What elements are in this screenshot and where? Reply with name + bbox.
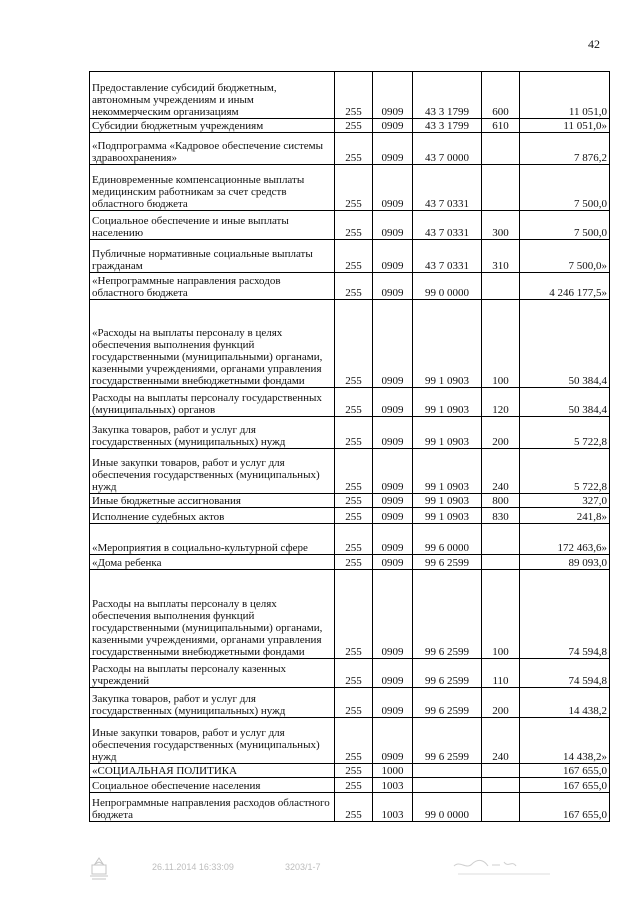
table-row xyxy=(90,688,610,718)
row-ved-code: 255 xyxy=(335,449,373,494)
row-name: Публичные нормативные социальные выплаты гражданам xyxy=(90,240,335,273)
row-section-code: 1003 xyxy=(373,778,413,793)
row-amount: 11 051,0 xyxy=(520,72,610,119)
row-expense-type: 600 xyxy=(482,72,520,119)
row-target-article: 99 0 0000 xyxy=(413,273,482,300)
budget-table-body xyxy=(90,72,610,822)
row-expense-type xyxy=(482,764,520,778)
row-name: «Мероприятия в социально-культурной сфере xyxy=(90,524,335,555)
row-section-code: 0909 xyxy=(373,449,413,494)
row-ved-code: 255 xyxy=(335,764,373,778)
table-row xyxy=(90,388,610,417)
row-target-article xyxy=(413,764,482,778)
row-name: «СОЦИАЛЬНАЯ ПОЛИТИКА xyxy=(90,764,335,778)
row-target-article: 99 6 0000 xyxy=(413,524,482,555)
row-section-code: 0909 xyxy=(373,72,413,119)
footer-timestamp: 26.11.2014 16:33:09 xyxy=(152,862,234,872)
row-target-article: 99 1 0903 xyxy=(413,508,482,524)
footer-document-code: 3203/1-7 xyxy=(285,862,321,872)
row-expense-type: 200 xyxy=(482,688,520,718)
row-expense-type: 610 xyxy=(482,119,520,133)
row-ved-code: 255 xyxy=(335,119,373,133)
row-ved-code: 255 xyxy=(335,273,373,300)
row-expense-type xyxy=(482,133,520,165)
row-name: Иные закупки товаров, работ и услуг для обеспечения государственных (муниципальных) нужд xyxy=(90,718,335,764)
row-target-article: 99 0 0000 xyxy=(413,793,482,822)
row-amount: 5 722,8 xyxy=(520,417,610,449)
row-amount: 4 246 177,5» xyxy=(520,273,610,300)
row-ved-code: 255 xyxy=(335,793,373,822)
row-section-code: 0909 xyxy=(373,494,413,508)
row-name: Закупка товаров, работ и услуг для государственных (муниципальных) нужд xyxy=(90,417,335,449)
row-expense-type xyxy=(482,793,520,822)
row-expense-type xyxy=(482,273,520,300)
row-amount: 167 655,0 xyxy=(520,764,610,778)
row-name: Исполнение судебных актов xyxy=(90,508,335,524)
row-ved-code: 255 xyxy=(335,300,373,388)
row-name: Непрограммные направления расходов областного бюджета xyxy=(90,793,335,822)
row-section-code: 0909 xyxy=(373,718,413,764)
row-name: «Дома ребенка xyxy=(90,555,335,570)
row-target-article: 43 7 0000 xyxy=(413,133,482,165)
table-row xyxy=(90,659,610,688)
row-section-code: 0909 xyxy=(373,688,413,718)
row-amount: 172 463,6» xyxy=(520,524,610,555)
row-section-code: 0909 xyxy=(373,273,413,300)
row-expense-type: 240 xyxy=(482,718,520,764)
row-name: Единовременные компенсационные выплаты медицинским работникам за счет средств областного бюджета xyxy=(90,165,335,211)
row-target-article: 99 1 0903 xyxy=(413,494,482,508)
row-expense-type: 100 xyxy=(482,570,520,659)
table-row xyxy=(90,300,610,388)
row-name: Закупка товаров, работ и услуг для государственных (муниципальных) нужд xyxy=(90,688,335,718)
row-amount: 7 500,0» xyxy=(520,240,610,273)
row-amount: 14 438,2 xyxy=(520,688,610,718)
row-amount: 7 876,2 xyxy=(520,133,610,165)
row-section-code: 0909 xyxy=(373,165,413,211)
row-section-code: 1003 xyxy=(373,793,413,822)
row-target-article: 43 7 0331 xyxy=(413,211,482,240)
row-name: Социальное обеспечение населения xyxy=(90,778,335,793)
row-amount: 241,8» xyxy=(520,508,610,524)
page-footer xyxy=(0,856,640,886)
row-section-code: 0909 xyxy=(373,119,413,133)
table-row xyxy=(90,449,610,494)
row-section-code: 0909 xyxy=(373,555,413,570)
row-section-code: 0909 xyxy=(373,133,413,165)
row-target-article: 99 6 2599 xyxy=(413,688,482,718)
table-row xyxy=(90,778,610,793)
page-number: 42 xyxy=(588,37,600,51)
signature-mark-icon xyxy=(450,856,560,880)
table-row xyxy=(90,524,610,555)
row-target-article: 99 1 0903 xyxy=(413,449,482,494)
row-name: Субсидии бюджетным учреждениям xyxy=(90,119,335,133)
row-ved-code: 255 xyxy=(335,133,373,165)
row-amount: 89 093,0 xyxy=(520,555,610,570)
row-section-code: 0909 xyxy=(373,659,413,688)
row-expense-type xyxy=(482,524,520,555)
row-section-code: 0909 xyxy=(373,417,413,449)
table-row xyxy=(90,764,610,778)
row-ved-code: 255 xyxy=(335,524,373,555)
row-expense-type xyxy=(482,555,520,570)
budget-table xyxy=(89,71,610,822)
row-ved-code: 255 xyxy=(335,555,373,570)
row-expense-type: 100 xyxy=(482,300,520,388)
row-name: Иные бюджетные ассигнования xyxy=(90,494,335,508)
table-row xyxy=(90,133,610,165)
row-target-article: 43 3 1799 xyxy=(413,119,482,133)
row-section-code: 0909 xyxy=(373,570,413,659)
row-section-code: 0909 xyxy=(373,524,413,555)
row-target-article: 99 6 2599 xyxy=(413,570,482,659)
row-ved-code: 255 xyxy=(335,388,373,417)
row-ved-code: 255 xyxy=(335,240,373,273)
row-ved-code: 255 xyxy=(335,778,373,793)
row-name: Расходы на выплаты персоналу казенных учреждений xyxy=(90,659,335,688)
row-expense-type: 110 xyxy=(482,659,520,688)
row-target-article: 43 7 0331 xyxy=(413,165,482,211)
row-expense-type xyxy=(482,778,520,793)
row-amount: 11 051,0» xyxy=(520,119,610,133)
row-amount: 74 594,8 xyxy=(520,570,610,659)
table-row xyxy=(90,273,610,300)
row-ved-code: 255 xyxy=(335,72,373,119)
row-target-article xyxy=(413,778,482,793)
row-name: Расходы на выплаты персоналу в целях обеспечения выполнения функций государственными (муниципальными) органами, казенными учреждениями, органами управления государственными внебюджетными фондами xyxy=(90,570,335,659)
row-ved-code: 255 xyxy=(335,659,373,688)
row-section-code: 0909 xyxy=(373,240,413,273)
row-target-article: 99 6 2599 xyxy=(413,718,482,764)
row-expense-type: 830 xyxy=(482,508,520,524)
row-amount: 7 500,0 xyxy=(520,211,610,240)
row-section-code: 0909 xyxy=(373,508,413,524)
row-amount: 167 655,0 xyxy=(520,778,610,793)
row-target-article: 99 6 2599 xyxy=(413,555,482,570)
row-expense-type: 800 xyxy=(482,494,520,508)
table-row xyxy=(90,240,610,273)
table-row xyxy=(90,211,610,240)
row-expense-type: 200 xyxy=(482,417,520,449)
row-amount: 167 655,0 xyxy=(520,793,610,822)
row-name: Предоставление субсидий бюджетным, автономным учреждениям и иным некоммерческим организациям xyxy=(90,72,335,119)
row-amount: 50 384,4 xyxy=(520,388,610,417)
row-name: Иные закупки товаров, работ и услуг для обеспечения государственных (муниципальных) нужд xyxy=(90,449,335,494)
row-ved-code: 255 xyxy=(335,417,373,449)
row-amount: 7 500,0 xyxy=(520,165,610,211)
row-expense-type xyxy=(482,165,520,211)
row-expense-type: 120 xyxy=(482,388,520,417)
row-section-code: 0909 xyxy=(373,211,413,240)
table-row xyxy=(90,417,610,449)
row-name: Социальное обеспечение и иные выплаты населению xyxy=(90,211,335,240)
table-row xyxy=(90,119,610,133)
row-ved-code: 255 xyxy=(335,494,373,508)
table-row xyxy=(90,555,610,570)
row-amount: 14 438,2» xyxy=(520,718,610,764)
table-row xyxy=(90,494,610,508)
row-amount: 5 722,8 xyxy=(520,449,610,494)
table-row xyxy=(90,508,610,524)
row-ved-code: 255 xyxy=(335,570,373,659)
row-expense-type: 310 xyxy=(482,240,520,273)
row-target-article: 99 6 2599 xyxy=(413,659,482,688)
row-expense-type: 240 xyxy=(482,449,520,494)
table-row xyxy=(90,718,610,764)
row-amount: 50 384,4 xyxy=(520,300,610,388)
row-target-article: 99 1 0903 xyxy=(413,417,482,449)
row-ved-code: 255 xyxy=(335,718,373,764)
row-ved-code: 255 xyxy=(335,211,373,240)
row-name: «Расходы на выплаты персоналу в целях обеспечения выполнения функций государственными (муниципальными) органами, казенными учреждениями, органами управления государственными внебюджетными фондами xyxy=(90,300,335,388)
row-target-article: 43 3 1799 xyxy=(413,72,482,119)
row-ved-code: 255 xyxy=(335,165,373,211)
row-name: Расходы на выплаты персоналу государственных (муниципальных) органов xyxy=(90,388,335,417)
table-row xyxy=(90,570,610,659)
row-expense-type: 300 xyxy=(482,211,520,240)
row-amount: 74 594,8 xyxy=(520,659,610,688)
row-name: «Подпрограмма «Кадровое обеспечение системы здравоохранения» xyxy=(90,133,335,165)
row-ved-code: 255 xyxy=(335,508,373,524)
row-section-code: 1000 xyxy=(373,764,413,778)
table-row xyxy=(90,72,610,119)
table-row xyxy=(90,793,610,822)
row-section-code: 0909 xyxy=(373,388,413,417)
row-target-article: 99 1 0903 xyxy=(413,300,482,388)
table-row xyxy=(90,165,610,211)
document-stamp-icon xyxy=(88,856,110,882)
row-amount: 327,0 xyxy=(520,494,610,508)
row-name: «Непрограммные направления расходов областного бюджета xyxy=(90,273,335,300)
row-target-article: 99 1 0903 xyxy=(413,388,482,417)
row-ved-code: 255 xyxy=(335,688,373,718)
row-section-code: 0909 xyxy=(373,300,413,388)
row-target-article: 43 7 0331 xyxy=(413,240,482,273)
